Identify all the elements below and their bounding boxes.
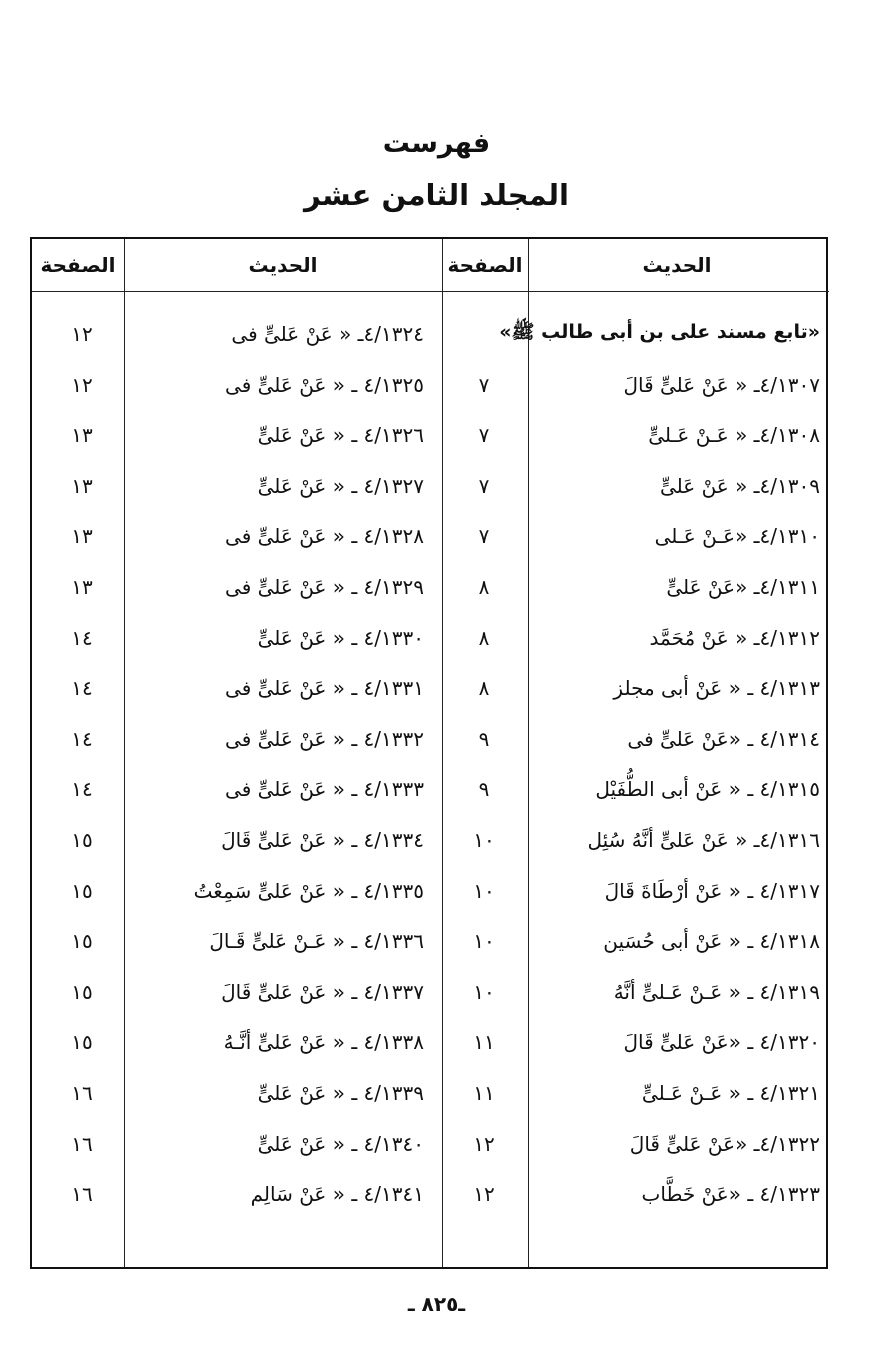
- page-number-cell: ٩: [478, 726, 490, 751]
- hadith-entry: ٤/١٣٣٩ ـ « عَنْ عَلىٍّ: [257, 1081, 424, 1105]
- hadith-entry: ٤/١٣٢٣ ـ «عَنْ خَطَّاب: [641, 1182, 820, 1207]
- page-number-cell: ١٦: [71, 1081, 93, 1105]
- hadith-entry: ٤/١٣٣٨ ـ « عَنْ عَلىٍّ أنَّـهُ: [223, 1030, 424, 1055]
- page-number-cell: ٧: [478, 372, 490, 397]
- page-number-cell: ١١: [473, 1030, 495, 1055]
- table-row: [32, 1017, 830, 1067]
- page-number-cell: ١٤: [71, 625, 93, 650]
- hadith-entry: ٤/١٣٢٤ـ « عَنْ عَلىٍّ فى: [231, 322, 424, 346]
- hadith-entry: ٤/١٣٢٠ ـ «عَنْ عَلىٍّ قَالَ: [623, 1030, 820, 1055]
- page-number-cell: ٨: [478, 625, 490, 650]
- hadith-entry: ٤/١٣٣٢ ـ « عَنْ عَلىٍّ فى: [225, 726, 424, 751]
- page-number-cell: ١٠: [473, 979, 495, 1004]
- table-row: [32, 360, 830, 410]
- page-number-cell: ١٢: [71, 372, 93, 397]
- page-number-cell: ١٠: [473, 828, 495, 852]
- hadith-entry: «تابع مسند على بن أبى طالب ﷺ»: [499, 321, 820, 343]
- page-number-cell: ١٥: [71, 828, 93, 852]
- table-row: [32, 461, 830, 511]
- header-page-left: الصفحة: [40, 253, 116, 277]
- index-table: [30, 237, 828, 1269]
- table-row: [32, 309, 830, 359]
- page-number-cell: ١٦: [71, 1182, 93, 1207]
- page-number-cell: ٩: [478, 777, 490, 802]
- page-number-cell: ٧: [478, 473, 490, 498]
- hadith-entry: ٤/١٣٢٦ ـ « عَنْ عَلىٍّ: [257, 423, 424, 448]
- page-number-cell: ١٣: [71, 575, 93, 599]
- page-number-cell: ١١: [473, 1081, 495, 1105]
- page-number-cell: ١٥: [71, 929, 93, 954]
- hadith-entry: ٤/١٣١٣ ـ « عَنْ أبى مجلز: [613, 676, 820, 701]
- table-row: [32, 511, 830, 561]
- page-number-cell: ١٠: [473, 929, 495, 954]
- table-row: [32, 1169, 830, 1219]
- page-number-cell: ١٣: [71, 473, 93, 498]
- table-row: [32, 866, 830, 916]
- page-number-cell: ٨: [478, 676, 490, 701]
- hadith-entry: ٤/١٣١٩ ـ « عَـنْ عَـلىٍّ أنَّهُ: [613, 979, 820, 1004]
- page-number-cell: ١٣: [71, 524, 93, 549]
- hadith-entry: ٤/١٣١٢ـ « عَنْ مُحَمَّد: [649, 625, 820, 650]
- table-row: [32, 613, 830, 663]
- page-number-cell: ١٣: [71, 423, 93, 448]
- header-hadith-right: الحديث: [642, 253, 712, 277]
- hadith-entry: ٤/١٣٢٩ ـ « عَنْ عَلىٍّ فى: [225, 575, 424, 599]
- page-number-cell: ١٢: [473, 1131, 495, 1156]
- hadith-entry: ٤/١٣١٤ ـ «عَنْ عَلىٍّ فى: [627, 726, 820, 751]
- table-row: [32, 1119, 830, 1169]
- page-number-cell: ١٢: [473, 1182, 495, 1207]
- table-row: [32, 916, 830, 966]
- table-row: [32, 967, 830, 1017]
- header-hadith-left: الحديث: [248, 253, 318, 277]
- hadith-entry: ٤/١٣٢٧ ـ « عَنْ عَلىٍّ: [257, 473, 424, 498]
- hadith-entry: ٤/١٣٠٩ـ « عَنْ عَلىٍّ: [659, 473, 820, 498]
- table-row: [32, 663, 830, 713]
- page-number-cell: ١٥: [71, 1030, 93, 1055]
- hadith-entry: ٤/١٣٤١ ـ « عَنْ سَالِم: [250, 1182, 424, 1207]
- hadith-entry: ٤/١٣٠٧ـ « عَنْ عَلىٍّ قَالَ: [623, 372, 820, 397]
- hadith-entry: ٤/١٣٢٨ ـ « عَنْ عَلىٍّ فى: [225, 524, 424, 549]
- table-row: [32, 714, 830, 764]
- table-row: [32, 764, 830, 814]
- hadith-entry: ٤/١٣١٧ ـ « عَنْ أرْطَاةَ قَالَ: [604, 878, 820, 903]
- page-number-cell: ١٥: [71, 979, 93, 1004]
- hadith-entry: ٤/١٣٣٣ ـ « عَنْ عَلىٍّ فى: [225, 777, 424, 802]
- hadith-entry: ٤/١٣٣٤ ـ « عَنْ عَلىٍّ قَالَ: [221, 828, 424, 852]
- page-number: ـ٨٢٥ ـ: [407, 1292, 466, 1316]
- page-number-cell: ٧: [478, 423, 490, 448]
- hadith-entry: ٤/١٣٣٥ ـ « عَنْ عَلىٍّ سَمِعْتُ: [193, 878, 424, 903]
- table-row: [32, 1068, 830, 1118]
- page-number-cell: ١٤: [71, 726, 93, 751]
- hadith-entry: ٤/١٣١١ـ «عَنْ عَلىٍّ: [666, 575, 820, 599]
- hadith-entry: ٤/١٣٣٠ ـ « عَنْ عَلىٍّ: [257, 625, 424, 650]
- hadith-entry: ٤/١٣١٥ ـ « عَنْ أبى الطُّفَيْل: [595, 777, 820, 802]
- page-number-cell: ١٦: [71, 1131, 93, 1156]
- table-row: [32, 562, 830, 612]
- page-title: فهرست: [382, 128, 491, 159]
- header-page-right: الصفحة: [447, 253, 523, 277]
- page-number-cell: ١٤: [71, 777, 93, 802]
- hadith-entry: ٤/١٣٣٧ ـ « عَنْ عَلىٍّ قَالَ: [221, 979, 424, 1004]
- page-number-cell: ١٠: [473, 878, 495, 903]
- page-number-cell: ١٤: [71, 676, 93, 701]
- hadith-entry: ٤/١٣٣٦ ـ « عَـنْ عَلىٍّ قَـالَ: [209, 929, 424, 954]
- hadith-entry: ٤/١٣٢٢ـ «عَنْ عَلىٍّ قَالَ: [629, 1131, 820, 1156]
- header-rule: [32, 291, 829, 292]
- page-number-cell: ١٥: [71, 878, 93, 903]
- page-number-cell: [444, 309, 524, 359]
- page-number-cell: ٨: [478, 575, 490, 599]
- hadith-entry: ٤/١٣١٨ ـ « عَنْ أبى حُسَين: [603, 929, 820, 954]
- page-number-cell: ٧: [478, 524, 490, 549]
- hadith-entry: ٤/١٣٠٨ـ « عَـنْ عَـلىٍّ: [648, 423, 820, 448]
- page-number-cell: ١٢: [71, 322, 93, 346]
- volume-subtitle: المجلد الثامن عشر: [304, 178, 569, 212]
- table-row: [32, 410, 830, 460]
- table-row: [32, 815, 830, 865]
- hadith-entry: ٤/١٣٢٥ ـ « عَنْ عَلىٍّ فى: [225, 372, 424, 397]
- hadith-entry: ٤/١٣٤٠ ـ « عَنْ عَلىٍّ: [257, 1131, 424, 1156]
- hadith-entry: ٤/١٣٣١ ـ « عَنْ عَلىٍّ فى: [225, 676, 424, 701]
- hadith-entry: ٤/١٣٢١ ـ « عَـنْ عَـلىٍّ: [641, 1081, 820, 1105]
- hadith-entry: ٤/١٣١٦ـ « عَنْ عَلىٍّ أنَّهُ سُئِل: [587, 828, 820, 852]
- hadith-entry: ٤/١٣١٠ـ «عَـنْ عَـلى: [654, 524, 820, 549]
